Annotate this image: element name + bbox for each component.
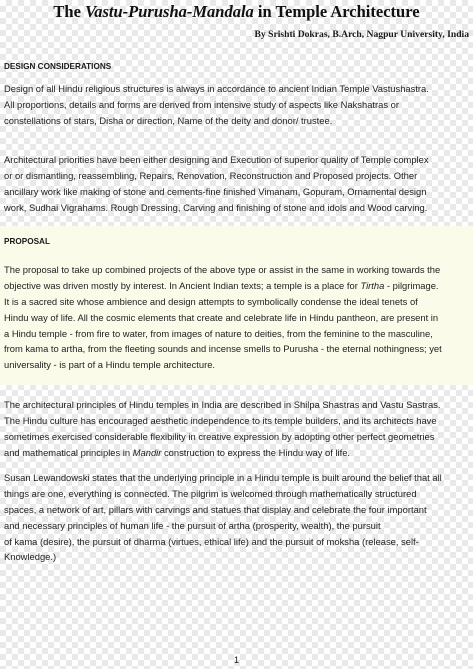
text-line: All proportions, details and forms are derived from intensive study of aspects like Nakshatras or [4, 98, 399, 110]
text-line: Hindu way of life. All the cosmic elements that create and celebrate life in Hindu pantheon, are present in [4, 311, 439, 323]
text-line: of kama (desire), the pursuit of dharma (virtues, ethical life) and the pursuit of moksha (release, self- [4, 535, 419, 547]
proposal-paragraph-3 [4, 470, 472, 565]
title-suffix: in Temple Architecture [253, 2, 420, 21]
text-line: a Hindu temple - from fire to water, from images of nature to deities, from the feminine to the masculine, [4, 327, 433, 339]
title-prefix: The [53, 2, 86, 21]
text-line: spaces, a network of art, pillars with carvings and statues that display and celebrate the four important [4, 503, 427, 515]
text-line: things are one, everything is connected. The pilgrim is welcomed through mathematically structured [4, 487, 417, 499]
text-line: work, Sudhai Vigrahams. Rough Dressing, Carving and finishing of stone and idols and Wood carving. [4, 201, 428, 213]
design-paragraph-2 [4, 152, 472, 216]
text-line: ancillary work like making of stone and cements-fine finished Vimanam, Gopuram, Ornamental design [4, 185, 427, 197]
proposal-paragraph-2 [4, 397, 472, 461]
text-line: and necessary principles of human life - the pursuit of artha (prosperity, wealth), the pursuit [4, 519, 381, 531]
text-line: universality - is part of a Hindu temple architecture. [4, 359, 216, 371]
design-paragraph-1 [4, 81, 472, 129]
text-line: and mathematical principles in Mandir construction to express the Hindu way of life. [4, 446, 351, 458]
text-line: The architectural principles of Hindu temples in India are described in Shilpa Shastras and Vastu Sastras. [4, 399, 441, 410]
text-line: It is a sacred site whose ambience and design attempts to symbolically condense the ideal tenets of [4, 295, 418, 307]
text-line: Knowledge.) [4, 551, 57, 563]
text-line: The Hindu culture has encouraged aesthetic independence to its temple builders, and its architects have [4, 414, 437, 426]
design-heading: DESIGN CONSIDERATIONS [4, 62, 112, 71]
text-line: constellations of stars, Disha or direction, Name of the deity and donor/ trustee. [4, 114, 333, 126]
proposal-paragraph-1 [4, 262, 472, 373]
title-italic: Vastu-Purusha-Mandala [85, 2, 254, 21]
text-line: The proposal to take up combined projects of the above type or assist in the same in working towards the [4, 264, 441, 275]
text-line: from kama to artha, from the fleeting sounds and incense smells to Purusha - the eternal nothingness; yet [4, 343, 442, 355]
text-line: sometimes exercised considerable flexibility in creative expression by adopting other perfect geometries [4, 430, 435, 442]
text-line: objective was driven mostly by interest. In Ancient Indian texts; a temple is a place for Tirtha - pilgrimage. [4, 279, 439, 291]
page-number: 1 [233, 655, 239, 665]
text-line: Susan Lewandowski states that the underlying principle in a Hindu temple is built around the belief that all [4, 472, 442, 483]
text-line: or or dismantling, reassembling, Repairs, Renovation, Reconstruction and Proposed projects. Other [4, 169, 418, 181]
text-line: Architectural priorities have been either designing and Execution of superior quality of Temple complex [4, 154, 429, 165]
proposal-heading: PROPOSAL [4, 237, 50, 246]
author-line: By Srishti Dokras, B.Arch, Nagpur University, India [254, 29, 469, 40]
document-title [0, 2, 473, 22]
text-line: Design of all Hindu religious structures is always in accordance to ancient Indian Temple Vastushastra. [4, 83, 429, 94]
